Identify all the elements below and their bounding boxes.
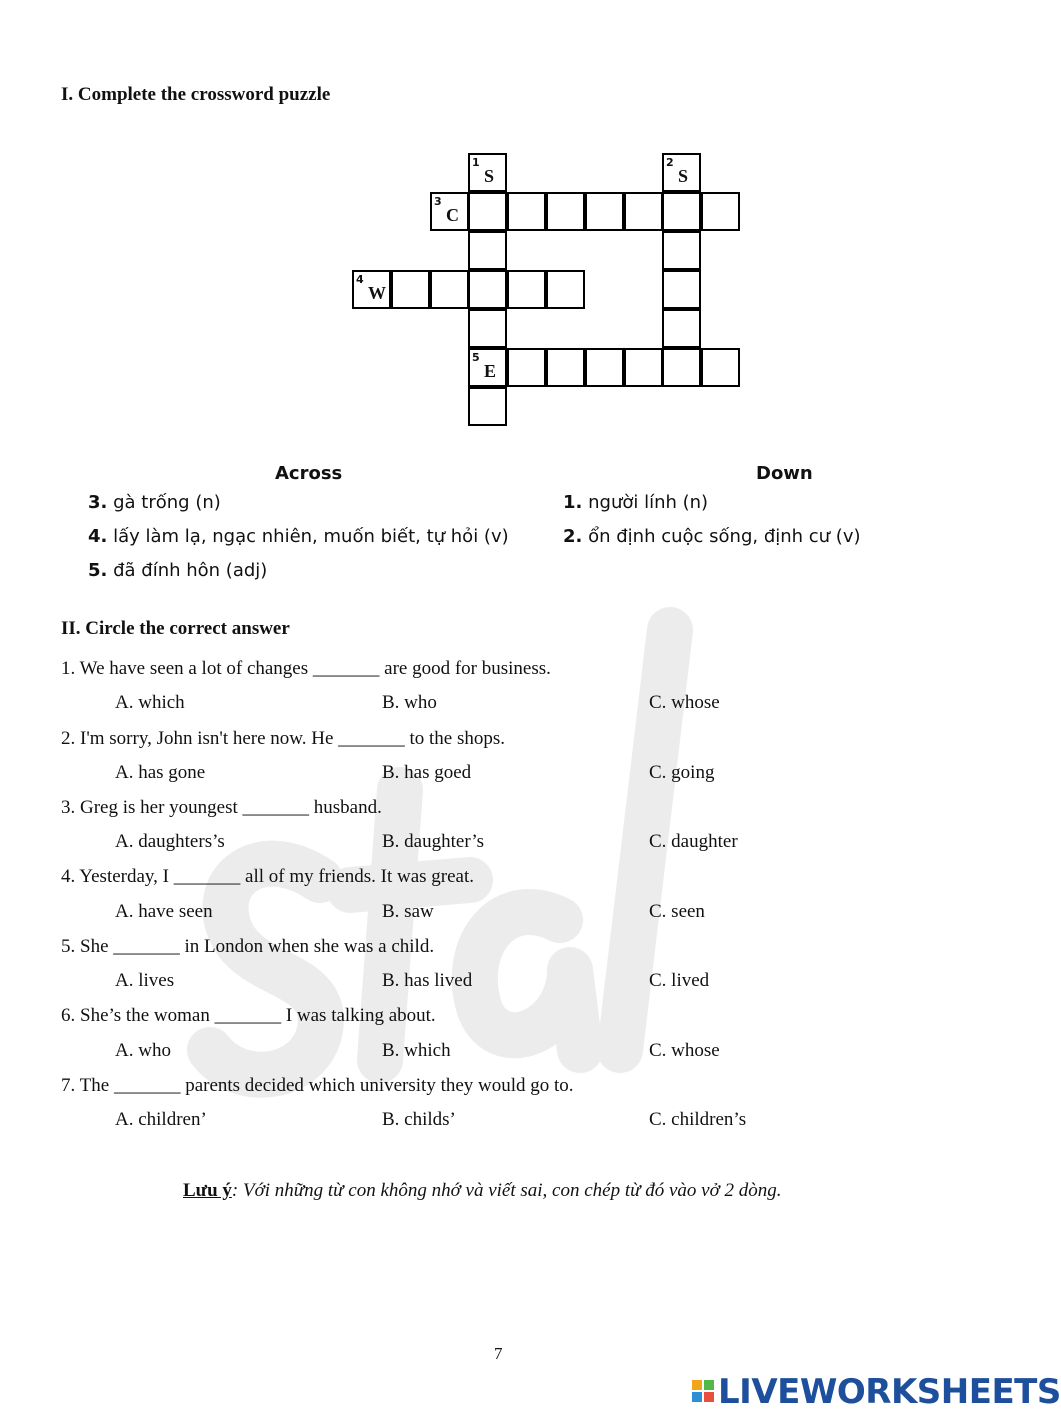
crossword-cell[interactable] xyxy=(662,231,701,270)
q3-option-a[interactable]: A. daughters’s xyxy=(115,831,225,852)
note xyxy=(183,1180,782,1202)
crossword-cell[interactable] xyxy=(585,348,624,387)
crossword-cell[interactable] xyxy=(701,192,740,231)
q3-option-b[interactable]: B. daughter’s xyxy=(382,831,485,852)
cell-letter: E xyxy=(484,361,497,381)
clue-number: 5 xyxy=(472,351,480,364)
question-6: 6. She’s the woman _______ I was talking about. xyxy=(61,1005,436,1026)
cell-letter: S xyxy=(484,166,495,186)
section1-title: I. Complete the crossword puzzle xyxy=(61,84,331,105)
crossword-cell[interactable] xyxy=(546,348,585,387)
q5-option-a[interactable]: A. lives xyxy=(115,970,175,991)
q5-option-b[interactable]: B. has lived xyxy=(382,970,473,991)
crossword-cell[interactable] xyxy=(662,270,701,309)
clue-number: 3 xyxy=(434,195,442,208)
q2-option-a[interactable]: A. has gone xyxy=(115,762,206,783)
section2-title: II. Circle the correct answer xyxy=(61,618,290,639)
crossword-grid xyxy=(352,153,742,426)
crossword-cell[interactable] xyxy=(662,348,701,387)
crossword-cell[interactable] xyxy=(624,348,663,387)
crossword-cell[interactable] xyxy=(662,309,701,348)
q6-option-c[interactable]: C. whose xyxy=(649,1040,720,1061)
q4-option-a[interactable]: A. have seen xyxy=(115,901,213,922)
crossword-cell[interactable] xyxy=(468,270,507,309)
note-label: Lưu ý xyxy=(183,1180,232,1201)
q1-option-c[interactable]: C. whose xyxy=(649,692,720,713)
crossword-cell[interactable] xyxy=(701,348,740,387)
q5-option-c[interactable]: C. lived xyxy=(649,970,710,991)
question-3: 3. Greg is her youngest _______ husband. xyxy=(61,797,382,818)
crossword-cell[interactable] xyxy=(507,270,546,309)
note-text: : Với những từ con không nhớ và viết sai, con chép từ đó vào vở 2 dòng. xyxy=(231,1180,782,1201)
crossword-cell[interactable] xyxy=(662,192,701,231)
q2-option-b[interactable]: B. has goed xyxy=(382,762,472,783)
crossword-cell[interactable] xyxy=(546,192,585,231)
down-clue-1: 1. người lính (n) xyxy=(563,492,709,513)
crossword-cell[interactable] xyxy=(468,387,507,426)
across-heading: Across xyxy=(275,463,343,484)
crossword-cell[interactable] xyxy=(468,192,507,231)
crossword-cell[interactable] xyxy=(430,270,469,309)
clue-number: 4 xyxy=(356,273,364,286)
question-1: 1. We have seen a lot of changes _______ are good for business. xyxy=(61,658,551,679)
across-clue-5: 5. đã đính hôn (adj) xyxy=(88,560,268,581)
q2-option-c[interactable]: C. going xyxy=(649,762,715,783)
brand-logo[interactable] xyxy=(692,1372,1061,1412)
q3-option-c[interactable]: C. daughter xyxy=(649,831,738,852)
page-number: 7 xyxy=(494,1344,503,1363)
crossword-cell-4[interactable] xyxy=(352,270,391,309)
q6-option-a[interactable]: A. who xyxy=(115,1040,171,1061)
q7-option-a[interactable]: A. children’ xyxy=(115,1109,207,1130)
crossword-cell[interactable] xyxy=(624,192,663,231)
crossword-cell-3[interactable] xyxy=(430,192,469,231)
q1-option-b[interactable]: B. who xyxy=(382,692,437,713)
liveworksheets-icon xyxy=(692,1380,716,1404)
crossword-cell[interactable] xyxy=(507,348,546,387)
q4-option-b[interactable]: B. saw xyxy=(382,901,434,922)
question-2: 2. I'm sorry, John isn't here now. He _______ to the shops. xyxy=(61,728,505,749)
question-7: 7. The _______ parents decided which university they would go to. xyxy=(61,1075,574,1096)
crossword-cell[interactable] xyxy=(585,192,624,231)
down-clue-2: 2. ổn định cuộc sống, định cư (v) xyxy=(563,526,861,547)
clue-number: 1 xyxy=(472,156,480,169)
q4-option-c[interactable]: C. seen xyxy=(649,901,705,922)
across-clue-4: 4. lấy làm lạ, ngạc nhiên, muốn biết, tự hỏi (v) xyxy=(88,526,509,547)
crossword-cell[interactable] xyxy=(468,309,507,348)
crossword-cell[interactable] xyxy=(546,270,585,309)
cell-letter: S xyxy=(678,166,689,186)
crossword-cell-1[interactable] xyxy=(468,153,507,192)
q1-option-a[interactable]: A. which xyxy=(115,692,185,713)
crossword-cell-2[interactable] xyxy=(662,153,701,192)
crossword-cell[interactable] xyxy=(391,270,430,309)
crossword-cell[interactable] xyxy=(507,192,546,231)
crossword-cell-5[interactable] xyxy=(468,348,507,387)
cell-letter: C xyxy=(446,205,459,225)
crossword-cell[interactable] xyxy=(468,231,507,270)
down-heading: Down xyxy=(756,463,813,484)
clue-number: 2 xyxy=(666,156,674,169)
question-5: 5. She _______ in London when she was a child. xyxy=(61,936,435,957)
cell-letter: W xyxy=(368,283,386,303)
q7-option-b[interactable]: B. childs’ xyxy=(382,1109,456,1130)
across-clue-3: 3. gà trống (n) xyxy=(88,492,221,513)
brand-name: LIVEWORKSHEETS xyxy=(718,1372,1061,1412)
q7-option-c[interactable]: C. children’s xyxy=(649,1109,747,1130)
question-4: 4. Yesterday, I _______ all of my friends. It was great. xyxy=(61,866,474,887)
q6-option-b[interactable]: B. which xyxy=(382,1040,451,1061)
